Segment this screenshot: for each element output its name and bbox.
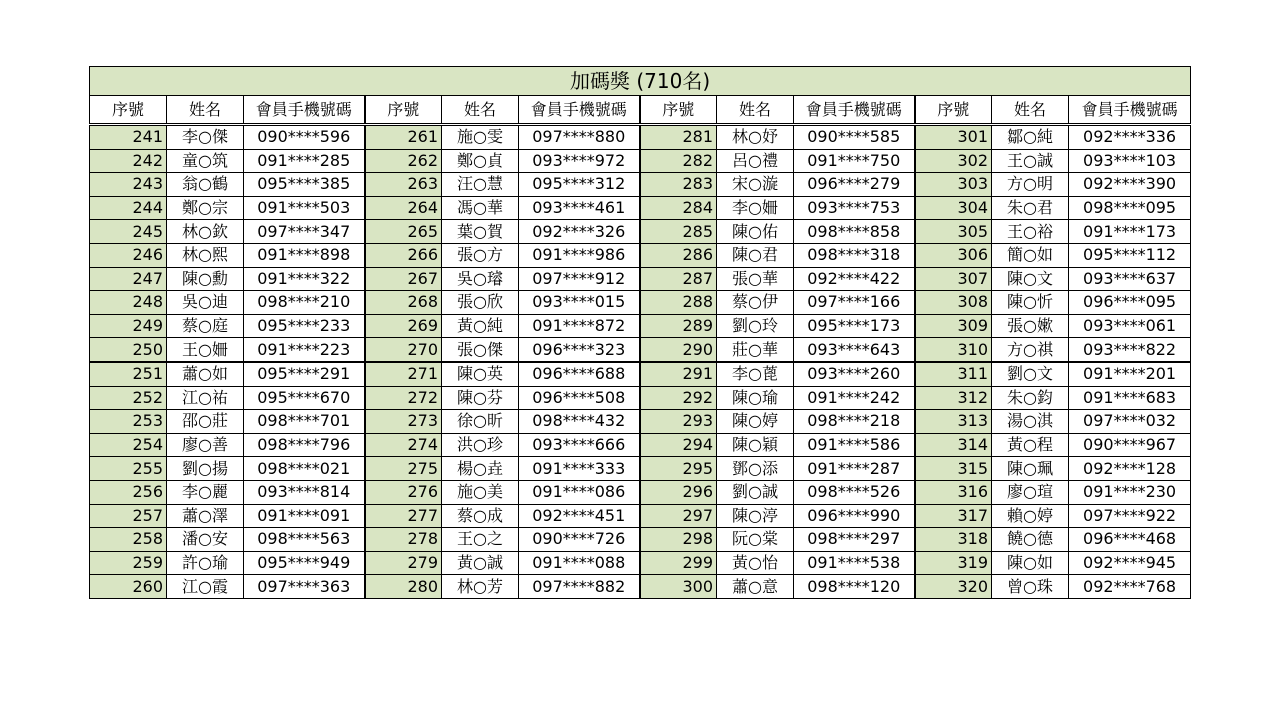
name-cell: 陳○穎 — [717, 433, 794, 457]
serial-cell: 295 — [640, 457, 717, 481]
serial-cell: 241 — [90, 125, 167, 150]
name-cell: 吳○璿 — [442, 267, 519, 291]
name-cell: 翁○鶴 — [167, 173, 244, 197]
name-cell: 李○傑 — [167, 125, 244, 150]
phone-cell: 096****508 — [519, 386, 640, 410]
phone-cell: 098****563 — [244, 528, 365, 552]
name-cell: 劉○誠 — [717, 480, 794, 504]
name-cell: 曾○珠 — [992, 575, 1069, 599]
phone-cell: 096****990 — [794, 504, 915, 528]
name-cell: 李○姍 — [717, 196, 794, 220]
name-cell: 賴○婷 — [992, 504, 1069, 528]
column-header: 姓名 — [442, 96, 519, 125]
name-cell: 鄒○純 — [992, 125, 1069, 150]
column-header: 序號 — [90, 96, 167, 125]
serial-cell: 260 — [90, 575, 167, 599]
table-row — [90, 528, 1191, 552]
serial-cell: 315 — [915, 457, 992, 481]
name-cell: 陳○珮 — [992, 457, 1069, 481]
name-cell: 施○雯 — [442, 125, 519, 150]
serial-cell: 253 — [90, 410, 167, 434]
serial-cell: 244 — [90, 196, 167, 220]
phone-cell: 091****898 — [244, 243, 365, 267]
phone-cell: 090****596 — [244, 125, 365, 150]
phone-cell: 091****287 — [794, 457, 915, 481]
phone-cell: 091****088 — [519, 551, 640, 575]
phone-cell: 093****061 — [1069, 314, 1191, 338]
name-cell: 江○祐 — [167, 386, 244, 410]
serial-cell: 302 — [915, 149, 992, 173]
serial-cell: 274 — [365, 433, 442, 457]
table-title: 加碼獎 (710名) — [90, 67, 1191, 96]
serial-cell: 314 — [915, 433, 992, 457]
table-row — [90, 267, 1191, 291]
phone-cell: 091****322 — [244, 267, 365, 291]
name-cell: 施○美 — [442, 480, 519, 504]
name-cell: 童○筑 — [167, 149, 244, 173]
phone-cell: 092****390 — [1069, 173, 1191, 197]
phone-cell: 091****223 — [244, 338, 365, 362]
serial-cell: 246 — [90, 243, 167, 267]
name-cell: 馮○華 — [442, 196, 519, 220]
phone-cell: 093****814 — [244, 480, 365, 504]
serial-cell: 297 — [640, 504, 717, 528]
column-header: 姓名 — [167, 96, 244, 125]
phone-cell: 093****461 — [519, 196, 640, 220]
column-header: 會員手機號碼 — [244, 96, 365, 125]
phone-cell: 090****967 — [1069, 433, 1191, 457]
phone-cell: 096****095 — [1069, 291, 1191, 315]
phone-cell: 095****233 — [244, 314, 365, 338]
name-cell: 黃○怡 — [717, 551, 794, 575]
name-cell: 洪○珍 — [442, 433, 519, 457]
phone-cell: 091****503 — [244, 196, 365, 220]
name-cell: 陳○瑜 — [717, 386, 794, 410]
serial-cell: 270 — [365, 338, 442, 362]
serial-cell: 255 — [90, 457, 167, 481]
phone-cell: 090****726 — [519, 528, 640, 552]
name-cell: 林○妤 — [717, 125, 794, 150]
phone-cell: 090****585 — [794, 125, 915, 150]
name-cell: 廖○善 — [167, 433, 244, 457]
serial-cell: 273 — [365, 410, 442, 434]
name-cell: 蕭○如 — [167, 362, 244, 386]
name-cell: 陳○婷 — [717, 410, 794, 434]
column-header: 會員手機號碼 — [794, 96, 915, 125]
phone-cell: 093****822 — [1069, 338, 1191, 362]
serial-cell: 299 — [640, 551, 717, 575]
serial-cell: 258 — [90, 528, 167, 552]
name-cell: 李○麗 — [167, 480, 244, 504]
serial-cell: 305 — [915, 220, 992, 244]
name-cell: 劉○揚 — [167, 457, 244, 481]
name-cell: 蔡○伊 — [717, 291, 794, 315]
phone-cell: 092****336 — [1069, 125, 1191, 150]
phone-cell: 091****586 — [794, 433, 915, 457]
serial-cell: 269 — [365, 314, 442, 338]
serial-cell: 283 — [640, 173, 717, 197]
serial-cell: 254 — [90, 433, 167, 457]
name-cell: 阮○棠 — [717, 528, 794, 552]
phone-cell: 097****166 — [794, 291, 915, 315]
name-cell: 陳○渟 — [717, 504, 794, 528]
name-cell: 林○欽 — [167, 220, 244, 244]
name-cell: 陳○如 — [992, 551, 1069, 575]
phone-cell: 091****872 — [519, 314, 640, 338]
serial-cell: 242 — [90, 149, 167, 173]
table-row — [90, 149, 1191, 173]
name-cell: 楊○垚 — [442, 457, 519, 481]
serial-cell: 252 — [90, 386, 167, 410]
phone-cell: 093****260 — [794, 362, 915, 386]
name-cell: 林○芳 — [442, 575, 519, 599]
serial-cell: 262 — [365, 149, 442, 173]
phone-cell: 098****297 — [794, 528, 915, 552]
name-cell: 蕭○意 — [717, 575, 794, 599]
table-body — [90, 125, 1191, 599]
serial-cell: 318 — [915, 528, 992, 552]
serial-cell: 320 — [915, 575, 992, 599]
phone-cell: 091****201 — [1069, 362, 1191, 386]
name-cell: 陳○勳 — [167, 267, 244, 291]
name-cell: 王○姍 — [167, 338, 244, 362]
serial-cell: 317 — [915, 504, 992, 528]
name-cell: 呂○禮 — [717, 149, 794, 173]
name-cell: 李○蓖 — [717, 362, 794, 386]
table-row — [90, 504, 1191, 528]
serial-cell: 248 — [90, 291, 167, 315]
name-cell: 朱○君 — [992, 196, 1069, 220]
serial-cell: 247 — [90, 267, 167, 291]
phone-cell: 097****922 — [1069, 504, 1191, 528]
serial-cell: 276 — [365, 480, 442, 504]
phone-cell: 091****750 — [794, 149, 915, 173]
table-row — [90, 291, 1191, 315]
table-row — [90, 173, 1191, 197]
serial-cell: 303 — [915, 173, 992, 197]
table-row — [90, 314, 1191, 338]
table-row — [90, 220, 1191, 244]
name-cell: 陳○忻 — [992, 291, 1069, 315]
winner-table — [89, 66, 1191, 599]
phone-cell: 093****753 — [794, 196, 915, 220]
serial-cell: 310 — [915, 338, 992, 362]
name-cell: 鄭○宗 — [167, 196, 244, 220]
name-cell: 陳○君 — [717, 243, 794, 267]
phone-cell: 098****210 — [244, 291, 365, 315]
name-cell: 蔡○成 — [442, 504, 519, 528]
serial-cell: 279 — [365, 551, 442, 575]
phone-cell: 098****526 — [794, 480, 915, 504]
phone-cell: 097****347 — [244, 220, 365, 244]
serial-cell: 311 — [915, 362, 992, 386]
phone-cell: 093****103 — [1069, 149, 1191, 173]
phone-cell: 091****173 — [1069, 220, 1191, 244]
phone-cell: 091****091 — [244, 504, 365, 528]
phone-cell: 098****095 — [1069, 196, 1191, 220]
serial-cell: 284 — [640, 196, 717, 220]
table-row — [90, 480, 1191, 504]
phone-cell: 091****242 — [794, 386, 915, 410]
serial-cell: 292 — [640, 386, 717, 410]
phone-cell: 091****333 — [519, 457, 640, 481]
name-cell: 方○祺 — [992, 338, 1069, 362]
serial-cell: 268 — [365, 291, 442, 315]
name-cell: 張○方 — [442, 243, 519, 267]
phone-cell: 091****086 — [519, 480, 640, 504]
serial-cell: 245 — [90, 220, 167, 244]
table-row — [90, 386, 1191, 410]
phone-cell: 098****218 — [794, 410, 915, 434]
serial-cell: 278 — [365, 528, 442, 552]
phone-cell: 091****538 — [794, 551, 915, 575]
serial-cell: 312 — [915, 386, 992, 410]
name-cell: 張○欣 — [442, 291, 519, 315]
phone-cell: 096****688 — [519, 362, 640, 386]
serial-cell: 263 — [365, 173, 442, 197]
name-cell: 廖○瑄 — [992, 480, 1069, 504]
name-cell: 劉○文 — [992, 362, 1069, 386]
phone-cell: 093****637 — [1069, 267, 1191, 291]
phone-cell: 091****986 — [519, 243, 640, 267]
serial-cell: 309 — [915, 314, 992, 338]
phone-cell: 098****318 — [794, 243, 915, 267]
name-cell: 吳○迪 — [167, 291, 244, 315]
serial-cell: 319 — [915, 551, 992, 575]
serial-cell: 304 — [915, 196, 992, 220]
phone-cell: 096****323 — [519, 338, 640, 362]
name-cell: 湯○淇 — [992, 410, 1069, 434]
serial-cell: 289 — [640, 314, 717, 338]
phone-cell: 097****912 — [519, 267, 640, 291]
name-cell: 鄭○貞 — [442, 149, 519, 173]
serial-cell: 290 — [640, 338, 717, 362]
phone-cell: 091****230 — [1069, 480, 1191, 504]
name-cell: 方○明 — [992, 173, 1069, 197]
phone-cell: 091****683 — [1069, 386, 1191, 410]
name-cell: 朱○鈞 — [992, 386, 1069, 410]
column-header: 序號 — [365, 96, 442, 125]
name-cell: 陳○芬 — [442, 386, 519, 410]
phone-cell: 098****701 — [244, 410, 365, 434]
name-cell: 王○裕 — [992, 220, 1069, 244]
serial-cell: 272 — [365, 386, 442, 410]
table-row — [90, 243, 1191, 267]
serial-cell: 249 — [90, 314, 167, 338]
serial-cell: 308 — [915, 291, 992, 315]
serial-cell: 298 — [640, 528, 717, 552]
name-cell: 蕭○澤 — [167, 504, 244, 528]
table-row — [90, 551, 1191, 575]
name-cell: 邵○莊 — [167, 410, 244, 434]
table-row — [90, 196, 1191, 220]
phone-cell: 096****279 — [794, 173, 915, 197]
name-cell: 張○傑 — [442, 338, 519, 362]
column-header-row — [90, 96, 1191, 125]
phone-cell: 093****015 — [519, 291, 640, 315]
table-row — [90, 433, 1191, 457]
serial-cell: 287 — [640, 267, 717, 291]
name-cell: 簡○如 — [992, 243, 1069, 267]
name-cell: 莊○華 — [717, 338, 794, 362]
serial-cell: 306 — [915, 243, 992, 267]
phone-cell: 097****032 — [1069, 410, 1191, 434]
name-cell: 陳○佑 — [717, 220, 794, 244]
serial-cell: 300 — [640, 575, 717, 599]
phone-cell: 093****666 — [519, 433, 640, 457]
phone-cell: 095****312 — [519, 173, 640, 197]
phone-cell: 097****880 — [519, 125, 640, 150]
phone-cell: 095****291 — [244, 362, 365, 386]
phone-cell: 092****422 — [794, 267, 915, 291]
table-row — [90, 338, 1191, 362]
phone-cell: 095****385 — [244, 173, 365, 197]
serial-cell: 259 — [90, 551, 167, 575]
phone-cell: 097****882 — [519, 575, 640, 599]
serial-cell: 294 — [640, 433, 717, 457]
serial-cell: 307 — [915, 267, 992, 291]
table-row — [90, 362, 1191, 386]
serial-cell: 266 — [365, 243, 442, 267]
table-row — [90, 457, 1191, 481]
name-cell: 張○華 — [717, 267, 794, 291]
name-cell: 汪○慧 — [442, 173, 519, 197]
phone-cell: 092****326 — [519, 220, 640, 244]
column-header: 序號 — [915, 96, 992, 125]
phone-cell: 092****128 — [1069, 457, 1191, 481]
name-cell: 許○瑜 — [167, 551, 244, 575]
phone-cell: 098****432 — [519, 410, 640, 434]
phone-cell: 098****021 — [244, 457, 365, 481]
name-cell: 黃○純 — [442, 314, 519, 338]
phone-cell: 096****468 — [1069, 528, 1191, 552]
serial-cell: 243 — [90, 173, 167, 197]
name-cell: 黃○程 — [992, 433, 1069, 457]
phone-cell: 092****451 — [519, 504, 640, 528]
name-cell: 宋○漩 — [717, 173, 794, 197]
phone-cell: 092****768 — [1069, 575, 1191, 599]
serial-cell: 267 — [365, 267, 442, 291]
serial-cell: 313 — [915, 410, 992, 434]
serial-cell: 271 — [365, 362, 442, 386]
serial-cell: 296 — [640, 480, 717, 504]
serial-cell: 261 — [365, 125, 442, 150]
phone-cell: 093****643 — [794, 338, 915, 362]
serial-cell: 316 — [915, 480, 992, 504]
name-cell: 陳○文 — [992, 267, 1069, 291]
serial-cell: 250 — [90, 338, 167, 362]
serial-cell: 282 — [640, 149, 717, 173]
serial-cell: 257 — [90, 504, 167, 528]
phone-cell: 098****120 — [794, 575, 915, 599]
serial-cell: 265 — [365, 220, 442, 244]
name-cell: 張○嫰 — [992, 314, 1069, 338]
name-cell: 蔡○庭 — [167, 314, 244, 338]
table-row — [90, 410, 1191, 434]
phone-cell: 095****173 — [794, 314, 915, 338]
phone-cell: 092****945 — [1069, 551, 1191, 575]
serial-cell: 280 — [365, 575, 442, 599]
name-cell: 王○誠 — [992, 149, 1069, 173]
phone-cell: 098****796 — [244, 433, 365, 457]
name-cell: 饒○德 — [992, 528, 1069, 552]
name-cell: 黃○誠 — [442, 551, 519, 575]
name-cell: 王○之 — [442, 528, 519, 552]
serial-cell: 264 — [365, 196, 442, 220]
name-cell: 潘○安 — [167, 528, 244, 552]
name-cell: 林○熙 — [167, 243, 244, 267]
serial-cell: 256 — [90, 480, 167, 504]
phone-cell: 095****670 — [244, 386, 365, 410]
phone-cell: 091****285 — [244, 149, 365, 173]
serial-cell: 277 — [365, 504, 442, 528]
table-row — [90, 125, 1191, 150]
column-header: 序號 — [640, 96, 717, 125]
name-cell: 鄧○添 — [717, 457, 794, 481]
column-header: 會員手機號碼 — [519, 96, 640, 125]
serial-cell: 288 — [640, 291, 717, 315]
serial-cell: 285 — [640, 220, 717, 244]
serial-cell: 251 — [90, 362, 167, 386]
phone-cell: 093****972 — [519, 149, 640, 173]
name-cell: 劉○玲 — [717, 314, 794, 338]
serial-cell: 293 — [640, 410, 717, 434]
serial-cell: 301 — [915, 125, 992, 150]
column-header: 姓名 — [717, 96, 794, 125]
table-row — [90, 575, 1191, 599]
column-header: 會員手機號碼 — [1069, 96, 1191, 125]
name-cell: 陳○英 — [442, 362, 519, 386]
name-cell: 葉○賀 — [442, 220, 519, 244]
phone-cell: 098****858 — [794, 220, 915, 244]
name-cell: 江○霞 — [167, 575, 244, 599]
column-header: 姓名 — [992, 96, 1069, 125]
serial-cell: 291 — [640, 362, 717, 386]
phone-cell: 095****949 — [244, 551, 365, 575]
serial-cell: 281 — [640, 125, 717, 150]
phone-cell: 097****363 — [244, 575, 365, 599]
serial-cell: 275 — [365, 457, 442, 481]
phone-cell: 095****112 — [1069, 243, 1191, 267]
serial-cell: 286 — [640, 243, 717, 267]
name-cell: 徐○昕 — [442, 410, 519, 434]
